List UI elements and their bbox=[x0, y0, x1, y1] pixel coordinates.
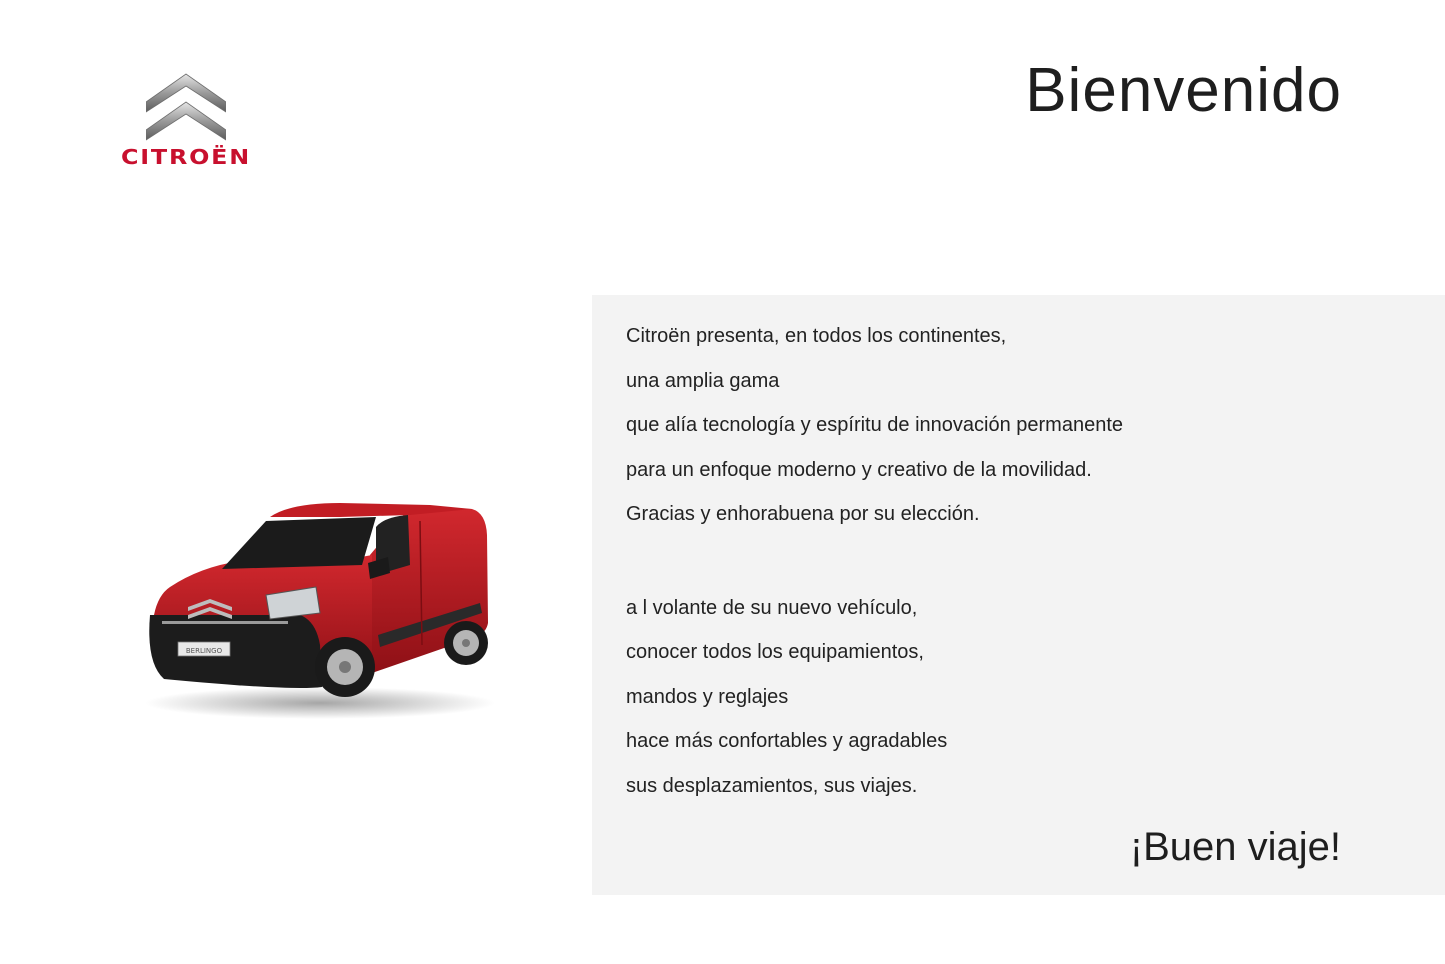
welcome-text-panel bbox=[592, 295, 1445, 895]
text-line: Citroën presenta, en todos los continentes, bbox=[626, 325, 1007, 347]
text-line: Gracias y enhorabuena por su elección. bbox=[626, 503, 980, 525]
text-line: mandos y reglajes bbox=[626, 685, 789, 708]
text-line: para un enfoque moderno y creativo de la movilidad. bbox=[626, 458, 1092, 481]
text-line: conocer todos los equipamientos, bbox=[626, 641, 924, 663]
text-line: hace más confortables y agradables bbox=[626, 730, 948, 752]
text-line: sus desplazamientos, sus viajes. bbox=[626, 774, 918, 797]
text-line: una amplia gama bbox=[626, 369, 780, 392]
double-chevron-icon bbox=[146, 72, 226, 142]
closing-greeting: ¡Buen viaje! bbox=[1129, 825, 1341, 869]
citroen-logo bbox=[118, 70, 254, 170]
paragraph-spacer bbox=[626, 542, 1123, 591]
svg-text:BERLINGO: BERLINGO bbox=[185, 647, 223, 655]
vehicle-image bbox=[140, 495, 500, 725]
svg-text:CITROËN: CITROËN bbox=[121, 145, 251, 168]
text-line: que alía tecnología y espíritu de innovación permanente bbox=[626, 414, 1124, 436]
page-title: Bienvenido bbox=[1025, 56, 1342, 125]
citroen-wordmark bbox=[118, 142, 254, 168]
welcome-text bbox=[626, 319, 1123, 813]
van-illustration bbox=[140, 495, 500, 725]
text-line: a l volante de su nuevo vehículo, bbox=[626, 596, 918, 619]
